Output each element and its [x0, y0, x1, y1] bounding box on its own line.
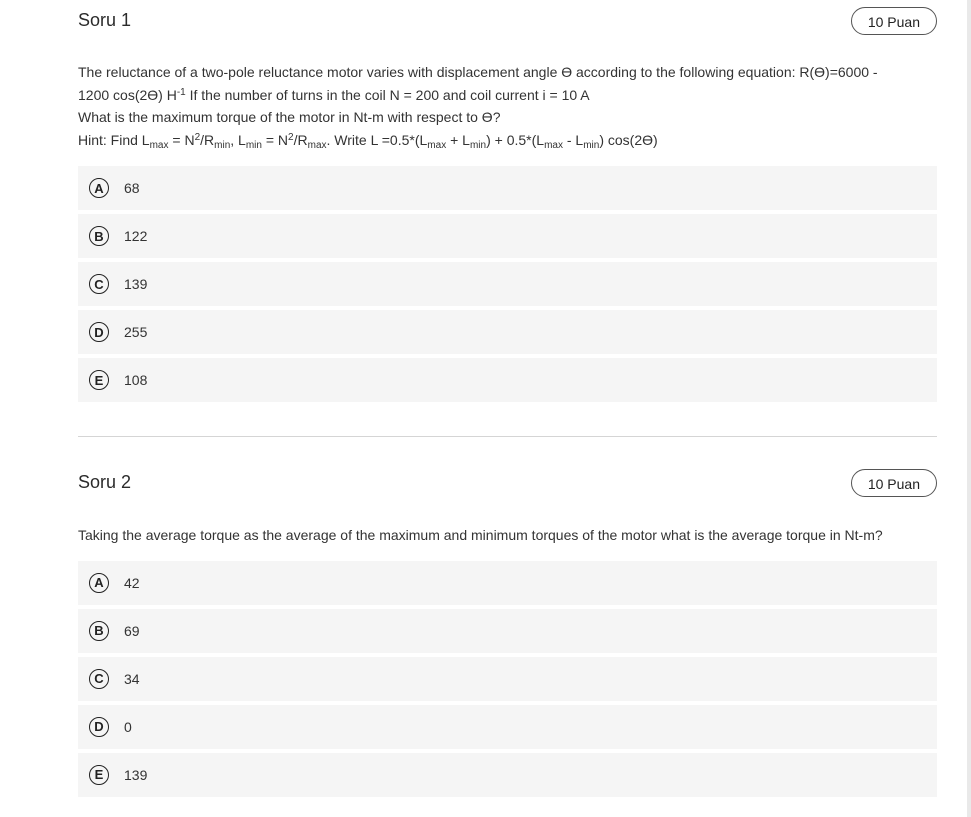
scrollbar[interactable]: [967, 0, 971, 817]
option-letter-badge: E: [89, 370, 109, 390]
option-d[interactable]: [78, 310, 937, 354]
hint-text: Hint: Find $L_{max} = N^2/R_{min}$, $L_{min} = N^2/R_{max}$. Write $L =0.5*(L_{max} + L_{min}) + 0.5*(L_{max} - L_{min})$ cos(2ϴ): [78, 131, 658, 151]
option-value: 122: [124, 228, 148, 244]
points-badge: 10 Puan: [851, 7, 937, 35]
question-divider: [78, 436, 937, 437]
question-text-line: 1200 cos(2ϴ) $H^{-1}$ If the number of turns in the coil N = 200 and coil current i = 10 A: [78, 86, 590, 103]
answer-options: [78, 166, 937, 402]
question-text: [78, 61, 937, 151]
option-a[interactable]: [78, 561, 937, 605]
option-letter-badge: A: [89, 178, 109, 198]
question-header: [78, 462, 937, 508]
option-value: 68: [124, 180, 140, 196]
option-letter-badge: C: [89, 274, 109, 294]
option-letter-badge: C: [89, 669, 109, 689]
answer-options: [78, 561, 937, 797]
question-text-line: What is the maximum torque of the motor in Nt-m with respect to ϴ?: [78, 109, 501, 125]
option-value: 108: [124, 372, 148, 388]
question-text-line: The reluctance of a two-pole reluctance motor varies with displacement angle ϴ according to the following equation: R(ϴ)=6000 -: [78, 64, 878, 80]
option-value: 255: [124, 324, 148, 340]
option-value: 69: [124, 622, 140, 639]
option-a[interactable]: [78, 166, 937, 210]
option-letter-badge: D: [89, 322, 109, 342]
question-title: Soru 2: [78, 472, 132, 492]
option-e[interactable]: [78, 753, 937, 797]
option-value: 42: [124, 574, 140, 591]
option-value: 34: [124, 670, 140, 687]
option-b[interactable]: [78, 609, 937, 653]
question-title: Soru 1: [78, 10, 132, 30]
option-letter-badge: D: [89, 717, 109, 737]
option-c[interactable]: [78, 657, 937, 701]
option-letter-badge: E: [89, 765, 109, 785]
question-1: [78, 0, 937, 406]
question-text: Taking the average torque as the average of the maximum and minimum torques of the motor what is the average torque in Nt-m?: [78, 527, 883, 543]
option-value: 0: [124, 718, 132, 735]
question-header: [78, 0, 937, 46]
option-letter-badge: B: [89, 226, 109, 246]
option-letter-badge: B: [89, 621, 109, 641]
question-2: [78, 462, 937, 801]
points-badge: 10 Puan: [851, 469, 937, 497]
option-d[interactable]: [78, 705, 937, 749]
option-value: 139: [124, 276, 148, 292]
option-letter-badge: A: [89, 573, 109, 593]
option-b[interactable]: [78, 214, 937, 258]
option-value: 139: [124, 766, 148, 783]
option-c[interactable]: [78, 262, 937, 306]
option-e[interactable]: [78, 358, 937, 402]
